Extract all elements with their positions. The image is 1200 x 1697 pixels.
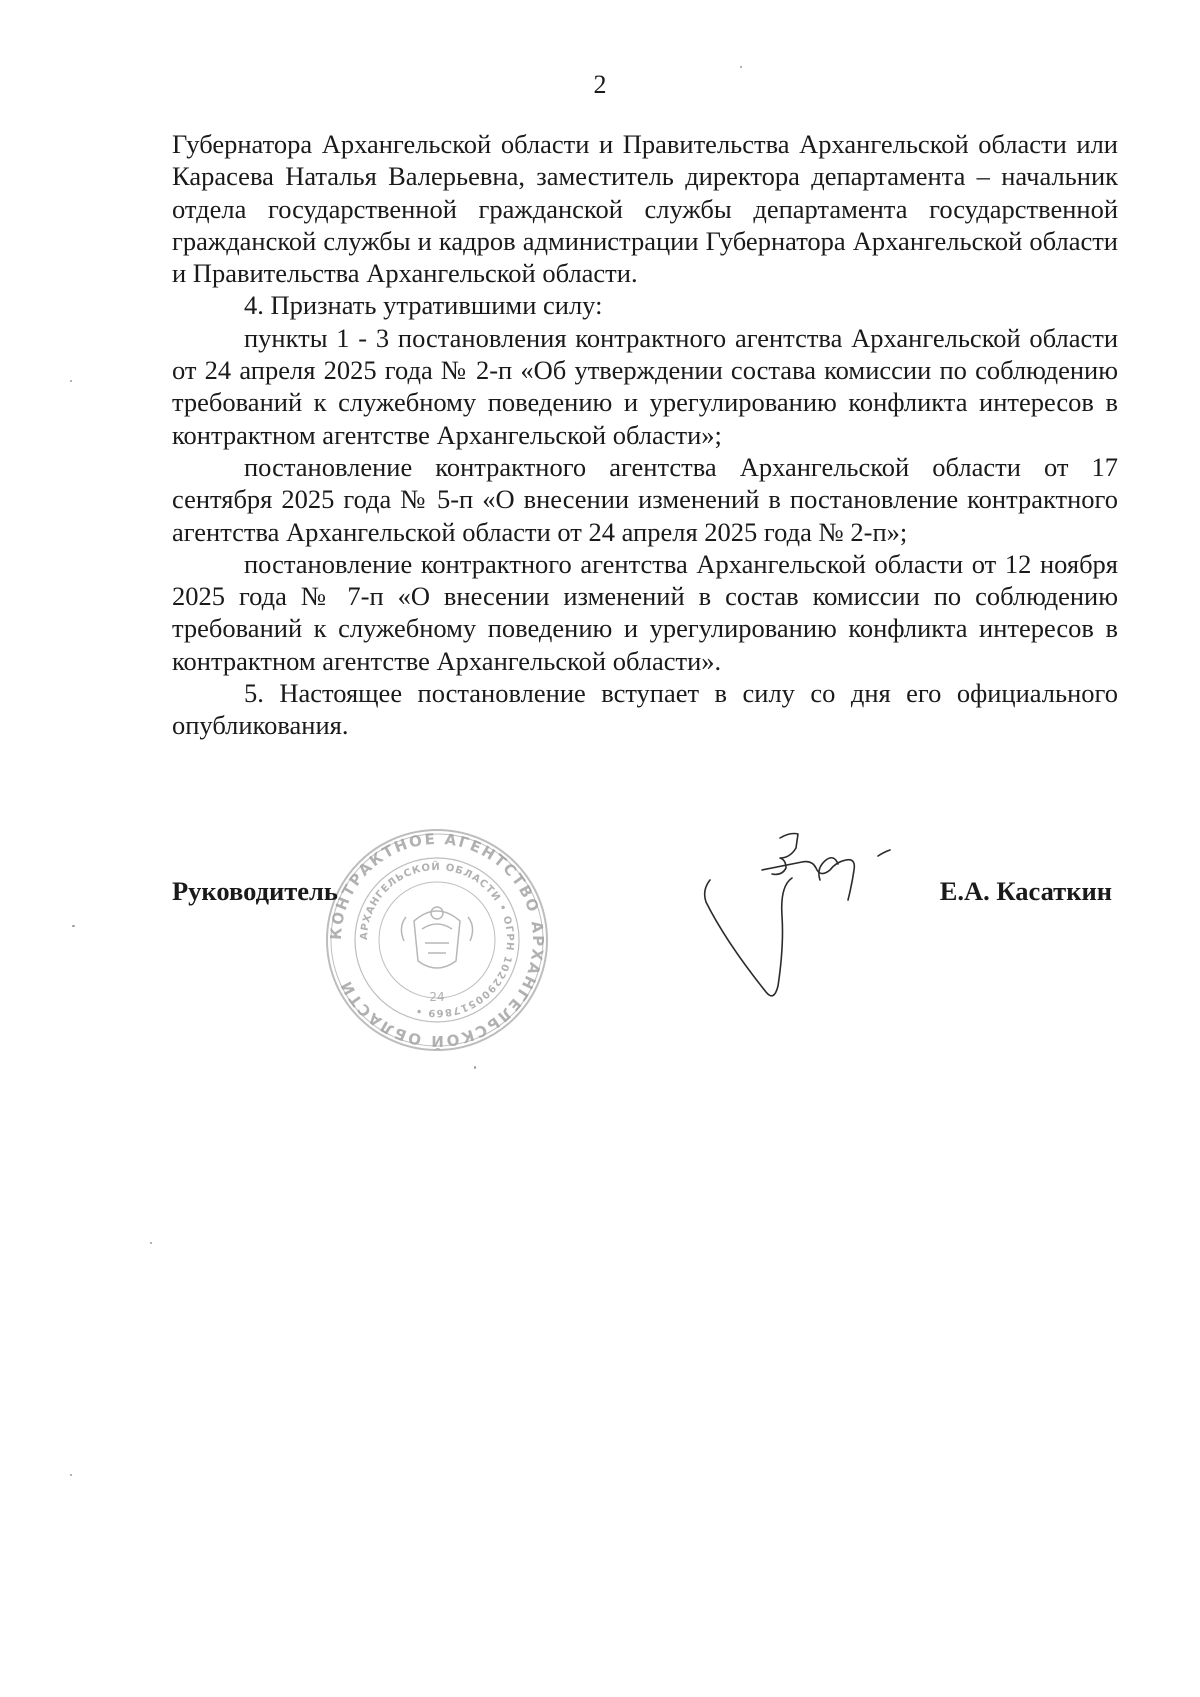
scan-speck	[740, 66, 742, 68]
paragraph-repeal-1: пункты 1 - 3 постановления контрактного агентства Архангельской области от 24 апреля 2025 года № 2-п «Об утверждении состава комиссии по соблюдению требований к служебному поведению и урегулированию конфликта интересов в контрактном агентстве Архангельской области»;	[172, 322, 1118, 450]
scan-speck	[72, 925, 75, 927]
seal-number: 24	[429, 990, 445, 1004]
paragraph-repeal-2: постановление контрактного агентства Архангельской области от 17 сентября 2025 года № 5-п «О внесении изменений в постановление контрактного агентства Архангельской области от 24 апреля 2025 года № 2-п»;	[172, 451, 1118, 547]
page-number: 2	[593, 70, 607, 99]
official-seal	[322, 825, 552, 1055]
seal-inner-text: АРХАНГЕЛЬСКОЙ ОБЛАСТИ • ОГРН 1022900517869 •	[358, 861, 516, 1019]
scan-speck	[150, 1242, 152, 1244]
coat-of-arms-icon	[401, 907, 472, 968]
paragraph-repeal-3: постановление контрактного агентства Архангельской области от 12 ноября 2025 года № 7-п «О внесении изменений в состав комиссии по соблюдению требований к служебному поведению и урегулированию конфликта интересов в контрактном агентстве Архангельской области».	[172, 548, 1118, 676]
signer-role: Руководитель	[172, 876, 338, 906]
document-body	[172, 128, 1118, 742]
paragraph-item-5: 5. Настоящее постановление вступает в силу со дня его официального опубликования.	[172, 678, 1118, 741]
signature-block	[172, 876, 1118, 916]
paragraph-continuation: Губернатора Архангельской области и Правительства Архангельской области или Карасева Наталья Валерьевна, заместитель директора департамента – начальник отдела государственной гражданской службы департамента государственной гражданской службы и кадров администрации Губернатора Архангельской области и Правительства Архангельской области.	[172, 129, 1118, 289]
scan-speck	[70, 1474, 72, 1476]
seal-outer-text: КОНТРАКТНОЕ АГЕНТСТВО АРХАНГЕЛЬСКОЙ ОБЛАСТИ	[326, 829, 548, 1051]
signer-name: Е.А. Касаткин	[939, 876, 1112, 906]
scan-speck	[474, 1066, 476, 1069]
paragraph-item-4: 4. Признать утратившими силу:	[244, 290, 603, 321]
scan-speck	[70, 380, 72, 382]
